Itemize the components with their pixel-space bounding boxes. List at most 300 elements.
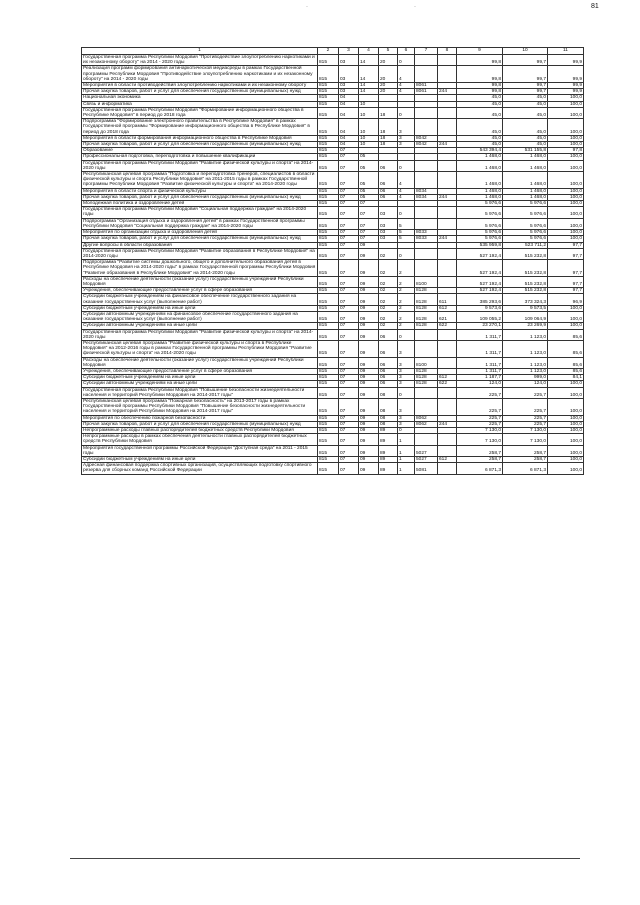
execution-percent-cell: 100,0	[548, 323, 584, 329]
subprogram-cell: 3	[398, 381, 415, 387]
section-cell: 07	[339, 148, 359, 154]
program-cell: 02	[379, 311, 398, 322]
item-name-cell: Государственная программа Республики Мордовия "Социальная поддержка граждан" на 2014-2020 годы	[82, 207, 318, 218]
program-cell: 03	[379, 230, 398, 236]
admin-code-cell: 815	[318, 55, 339, 66]
admin-code-cell: 815	[318, 172, 339, 189]
approved-amount-cell: 1 311,7	[457, 340, 503, 357]
execution-percent-cell: 100,0	[548, 463, 584, 474]
executed-amount-cell: 45,0	[503, 95, 548, 101]
approved-amount-cell: 1 311,7	[457, 329, 503, 340]
program-cell: 06	[379, 375, 398, 381]
item-name-cell: Субсидии бюджетным учреждениям на иные цели	[82, 457, 318, 463]
table-row	[82, 311, 584, 322]
expense-type-cell: 244	[438, 194, 457, 200]
section-cell: 07	[339, 160, 359, 171]
admin-code-cell: 815	[318, 323, 339, 329]
section-cell: 07	[339, 236, 359, 242]
subprogram-cell: 2	[398, 305, 415, 311]
expense-type-cell	[438, 207, 457, 218]
subprogram-cell: 3	[398, 135, 415, 141]
item-name-cell: Республиканская целевая программа "Подготовка и переподготовка тренеров, специалистов в области физической культуры и спорта Республики Мордовия" на 2011-2015 годы в рамках Государственной программы Республики Мордовия "Развитие физической культуры и спорта" на 2014-2020 годы	[82, 172, 318, 189]
item-name-cell: Прочая закупка товаров, работ и услуг для обеспечения государственных (муниципальных) нужд	[82, 142, 318, 148]
execution-percent-cell: 99,9	[548, 89, 584, 95]
executed-amount-cell: 1 123,0	[503, 357, 548, 368]
program-cell: 06	[379, 368, 398, 374]
executed-amount-cell: 523 711,2	[503, 242, 548, 248]
column-header: 9	[457, 48, 503, 55]
item-name-cell: Связь и информатика	[82, 101, 318, 107]
executed-amount-cell: 258,7	[503, 457, 548, 463]
expense-type-cell: 621	[438, 311, 457, 322]
direction-cell	[415, 340, 438, 357]
item-name-cell: Прочая закупка товаров, работ и услуг для обеспечения государственных (муниципальных) нужд	[82, 236, 318, 242]
program-cell: 06	[379, 381, 398, 387]
executed-amount-cell: 225,7	[503, 415, 548, 421]
subsection-cell: 09	[359, 421, 379, 427]
item-name-cell: Образование	[82, 148, 318, 154]
section-cell: 04	[339, 101, 359, 107]
item-name-cell: Прочая закупка товаров, работ и услуг для обеспечения государственных (муниципальных) нужд	[82, 194, 318, 200]
admin-code-cell: 815	[318, 95, 339, 101]
execution-percent-cell: 97,8	[548, 148, 584, 154]
subsection-cell: 09	[359, 387, 379, 398]
section-cell: 03	[339, 66, 359, 83]
subsection-cell: 05	[359, 188, 379, 194]
execution-percent-cell: 100,0	[548, 207, 584, 218]
section-cell: 07	[339, 248, 359, 259]
subprogram-cell: 1	[398, 457, 415, 463]
direction-cell: 5027	[415, 457, 438, 463]
program-cell: 20	[379, 66, 398, 83]
execution-percent-cell: 100,0	[548, 236, 584, 242]
admin-code-cell: 815	[318, 381, 339, 387]
expense-type-cell	[438, 248, 457, 259]
subprogram-cell: 5	[398, 218, 415, 229]
direction-cell	[415, 55, 438, 66]
execution-percent-cell: 97,7	[548, 276, 584, 287]
program-cell: 06	[379, 340, 398, 357]
executed-amount-cell: 258,7	[503, 445, 548, 456]
execution-percent-cell: 99,9	[548, 66, 584, 83]
item-name-cell: Молодежная политика и оздоровление детей	[82, 201, 318, 207]
item-name-cell: Реализация программ формирования антинаркотической медиасреды в рамках Государственной программы Республики Мордовия "Противодействие злоупотреблению наркотиками и их незаконному обороту" на 2014 - 2020 годы	[82, 66, 318, 83]
execution-percent-cell: 100,0	[548, 398, 584, 415]
execution-percent-cell: 100,0	[548, 445, 584, 456]
executed-amount-cell: 99,7	[503, 55, 548, 66]
subsection-cell: 09	[359, 288, 379, 294]
subsection-cell: 05	[359, 172, 379, 189]
executed-amount-cell: 6 871,3	[503, 463, 548, 474]
admin-code-cell: 815	[318, 398, 339, 415]
execution-percent-cell: 100,0	[548, 305, 584, 311]
subsection-cell: 09	[359, 434, 379, 445]
direction-cell: 8128	[415, 368, 438, 374]
subsection-cell: 09	[359, 375, 379, 381]
execution-percent-cell: 100,0	[548, 95, 584, 101]
item-name-cell: Мероприятия государственной программы Российской Федерации "Доступная среда" на 2011 - 2015 годы	[82, 445, 318, 456]
subprogram-cell: 4	[398, 89, 415, 95]
direction-cell: 8128	[415, 311, 438, 322]
subsection-cell: 07	[359, 230, 379, 236]
section-cell: 03	[339, 89, 359, 95]
section-cell: 07	[339, 188, 359, 194]
subprogram-cell: 3	[398, 340, 415, 357]
approved-amount-cell: 1 468,0	[457, 194, 503, 200]
item-name-cell: Расходы на обеспечение деятельности (оказание услуг) государственных учреждений Республики Мордовия	[82, 357, 318, 368]
program-cell: 08	[379, 421, 398, 427]
executed-amount-cell: 225,7	[503, 387, 548, 398]
approved-amount-cell: 527 192,4	[457, 248, 503, 259]
section-cell: 07	[339, 194, 359, 200]
executed-amount-cell: 7 130,0	[503, 434, 548, 445]
subprogram-cell: 3	[398, 375, 415, 381]
section-cell: 07	[339, 368, 359, 374]
direction-cell	[415, 387, 438, 398]
subprogram-cell: 2	[398, 276, 415, 287]
subsection-cell: 09	[359, 242, 379, 248]
direction-cell: 5081	[415, 463, 438, 474]
table-row	[82, 260, 584, 277]
program-cell: 02	[379, 294, 398, 305]
admin-code-cell: 815	[318, 142, 339, 148]
admin-code-cell: 815	[318, 294, 339, 305]
executed-amount-cell: 99,7	[503, 89, 548, 95]
execution-percent-cell: 100,0	[548, 119, 584, 136]
subprogram-cell: 3	[398, 142, 415, 148]
executed-amount-cell: 5 976,6	[503, 201, 548, 207]
approved-amount-cell: 45,0	[457, 95, 503, 101]
subsection-cell: 14	[359, 83, 379, 89]
expense-type-cell	[438, 387, 457, 398]
direction-cell: 8100	[415, 276, 438, 287]
subsection-cell: 05	[359, 160, 379, 171]
column-header: 6	[398, 48, 415, 55]
approved-amount-cell: 258,7	[457, 445, 503, 456]
approved-amount-cell: 1 468,0	[457, 172, 503, 189]
approved-amount-cell: 1 311,7	[457, 368, 503, 374]
expense-type-cell: 612	[438, 457, 457, 463]
admin-code-cell: 815	[318, 135, 339, 141]
subsection-cell: 07	[359, 201, 379, 207]
section-cell: 07	[339, 218, 359, 229]
execution-percent-cell: 100,0	[548, 218, 584, 229]
item-name-cell: Республиканская целевая программа "Развитие физической культуры и спорта в Республике Мордовия" на 2012-2016 годы в рамках Государственной программы Республики Мордовия "Развитие физической культуры и спорта" на 2014-2020 годы	[82, 340, 318, 357]
approved-amount-cell: 99,8	[457, 89, 503, 95]
execution-percent-cell: 100,0	[548, 415, 584, 421]
subsection-cell: 09	[359, 305, 379, 311]
approved-amount-cell: 5 976,6	[457, 230, 503, 236]
program-cell: 06	[379, 188, 398, 194]
expense-type-cell	[438, 434, 457, 445]
admin-code-cell: 815	[318, 119, 339, 136]
section-cell: 07	[339, 288, 359, 294]
program-cell: 02	[379, 305, 398, 311]
execution-percent-cell: 99,9	[548, 55, 584, 66]
approved-amount-cell: 45,0	[457, 119, 503, 136]
subsection-cell: 07	[359, 218, 379, 229]
expense-type-cell: 244	[438, 142, 457, 148]
execution-percent-cell: 100,0	[548, 201, 584, 207]
admin-code-cell: 815	[318, 83, 339, 89]
subprogram-cell: 5	[398, 236, 415, 242]
expense-type-cell	[438, 329, 457, 340]
subprogram-cell: 2	[398, 294, 415, 305]
section-cell: 03	[339, 83, 359, 89]
section-cell: 07	[339, 201, 359, 207]
approved-amount-cell: 225,7	[457, 421, 503, 427]
admin-code-cell: 815	[318, 248, 339, 259]
direction-cell: 8042	[415, 135, 438, 141]
subprogram-cell: 5	[398, 230, 415, 236]
expense-type-cell	[438, 357, 457, 368]
execution-percent-cell: 100,0	[548, 107, 584, 118]
execution-percent-cell: 100,0	[548, 381, 584, 387]
item-name-cell: Субсидии автономным учреждениям на иные цели	[82, 381, 318, 387]
admin-code-cell: 815	[318, 154, 339, 160]
subprogram-cell: 4	[398, 188, 415, 194]
table-row	[82, 248, 584, 259]
executed-amount-cell: 45,0	[503, 101, 548, 107]
approved-amount-cell: 225,7	[457, 398, 503, 415]
subprogram-cell: 1	[398, 434, 415, 445]
subsection-cell: 10	[359, 135, 379, 141]
executed-amount-cell: 99,7	[503, 66, 548, 83]
section-cell: 07	[339, 207, 359, 218]
program-cell: 20	[379, 55, 398, 66]
direction-cell: 8128	[415, 323, 438, 329]
table-row	[82, 463, 584, 474]
executed-amount-cell: 1 468,0	[503, 154, 548, 160]
subprogram-cell: 2	[398, 323, 415, 329]
program-cell: 02	[379, 288, 398, 294]
execution-percent-cell: 84,1	[548, 375, 584, 381]
program-cell: 06	[379, 172, 398, 189]
expense-type-cell: 622	[438, 381, 457, 387]
table-row	[82, 445, 584, 456]
subprogram-cell: 3	[398, 421, 415, 427]
direction-cell: 8128	[415, 305, 438, 311]
section-cell: 04	[339, 119, 359, 136]
admin-code-cell: 815	[318, 66, 339, 83]
executed-amount-cell: 45,0	[503, 142, 548, 148]
approved-amount-cell: 5 976,6	[457, 218, 503, 229]
approved-amount-cell: 7 130,0	[457, 428, 503, 434]
approved-amount-cell: 543 394,4	[457, 148, 503, 154]
approved-amount-cell: 5 976,6	[457, 207, 503, 218]
subsection-cell: 09	[359, 445, 379, 456]
executed-amount-cell: 23 269,9	[503, 323, 548, 329]
approved-amount-cell: 527 192,4	[457, 276, 503, 287]
admin-code-cell: 815	[318, 242, 339, 248]
section-cell: 04	[339, 107, 359, 118]
item-name-cell: Национальная экономика	[82, 95, 318, 101]
executed-amount-cell: 1 123,0	[503, 368, 548, 374]
subsection-cell: 07	[359, 236, 379, 242]
approved-amount-cell: 45,0	[457, 142, 503, 148]
column-header: 10	[503, 48, 548, 55]
execution-percent-cell: 85,6	[548, 329, 584, 340]
executed-amount-cell: 45,0	[503, 107, 548, 118]
admin-code-cell: 815	[318, 311, 339, 322]
item-name-cell: Прочая закупка товаров, работ и услуг для обеспечения государственных (муниципальных) нужд	[82, 421, 318, 427]
item-name-cell: Подпрограмма "Развитие системы дошкольного, общего и дополнительного образования детей в Республике Мордовия на 2014-2020 годы" в рамках Государственной программы Республики Мордовия "Развитие образования в Республике Мордовия" на 2014-2020 годы	[82, 260, 318, 277]
expense-type-cell: 244	[438, 421, 457, 427]
subsection-cell: 14	[359, 66, 379, 83]
scan-mark: ·	[414, 4, 416, 10]
program-cell: 89	[379, 445, 398, 456]
program-cell: 20	[379, 89, 398, 95]
direction-cell: 8100	[415, 357, 438, 368]
section-cell: 04	[339, 95, 359, 101]
approved-amount-cell: 1 187,7	[457, 375, 503, 381]
program-cell: 02	[379, 323, 398, 329]
item-name-cell: Расходы на обеспечение деятельности (оказание услуг) государственных учреждений Республики Мордовия	[82, 276, 318, 287]
execution-percent-cell: 100,0	[548, 434, 584, 445]
program-cell: 02	[379, 248, 398, 259]
item-name-cell: Субсидии автономным учреждениям на иные цели	[82, 323, 318, 329]
execution-percent-cell: 96,9	[548, 294, 584, 305]
executed-amount-cell: 124,0	[503, 381, 548, 387]
admin-code-cell: 815	[318, 329, 339, 340]
direction-cell	[415, 218, 438, 229]
section-cell: 07	[339, 260, 359, 277]
subsection-cell: 09	[359, 463, 379, 474]
subsection-cell: 05	[359, 194, 379, 200]
item-name-cell: Непрограммные расходы в рамках обеспечения деятельности главных распорядителей бюджетных средств Республики Мордовия	[82, 434, 318, 445]
approved-amount-cell: 9 573,6	[457, 305, 503, 311]
direction-cell: 8128	[415, 381, 438, 387]
approved-amount-cell: 7 130,0	[457, 434, 503, 445]
subprogram-cell: 3	[398, 415, 415, 421]
section-cell: 07	[339, 172, 359, 189]
execution-percent-cell: 85,6	[548, 357, 584, 368]
item-name-cell: Другие вопросы в области образования	[82, 242, 318, 248]
execution-percent-cell: 100,0	[548, 160, 584, 171]
item-name-cell: Государственная программа Республики Мордовия "Формирование информационного общества в Республике Мордовия" в период до 2018 года	[82, 107, 318, 118]
table-row	[82, 329, 584, 340]
admin-code-cell: 815	[318, 415, 339, 421]
section-cell: 07	[339, 340, 359, 357]
item-name-cell: Мероприятия по обеспечению пожарной безопасности	[82, 415, 318, 421]
direction-cell	[415, 398, 438, 415]
expense-type-cell: 244	[438, 89, 457, 95]
admin-code-cell: 815	[318, 260, 339, 277]
approved-amount-cell: 527 192,4	[457, 260, 503, 277]
executed-amount-cell: 5 976,6	[503, 230, 548, 236]
execution-percent-cell: 97,7	[548, 248, 584, 259]
item-name-cell: Субсидии автономным учреждениям на финансовое обеспечение государственного задания на оказание государственных услуг (выполнение работ)	[82, 311, 318, 322]
direction-cell	[415, 107, 438, 118]
execution-percent-cell: 100,0	[548, 154, 584, 160]
executed-amount-cell: 1 468,0	[503, 172, 548, 189]
item-name-cell: Субсидии бюджетным учреждениям на финансовое обеспечение государственного задания на оказание государственных услуг (выполнение работ)	[82, 294, 318, 305]
expense-type-cell	[438, 276, 457, 287]
subsection-cell: 09	[359, 260, 379, 277]
expense-type-cell	[438, 445, 457, 456]
footer-rule	[70, 858, 580, 859]
program-cell: 18	[379, 119, 398, 136]
approved-amount-cell: 1 468,0	[457, 188, 503, 194]
subsection-cell: 05	[359, 154, 379, 160]
item-name-cell: Адресная финансовая поддержка спортивных организаций, осуществляющих подготовку спортивного резерва для сборных команд Российской Федерации	[82, 463, 318, 474]
subsection-cell: 10	[359, 142, 379, 148]
subsection-cell: 09	[359, 311, 379, 322]
executed-amount-cell: 7 130,0	[503, 428, 548, 434]
executed-amount-cell: 373 324,3	[503, 294, 548, 305]
table-row	[82, 218, 584, 229]
expense-type-cell: 612	[438, 375, 457, 381]
admin-code-cell: 815	[318, 236, 339, 242]
direction-cell: 8062	[415, 415, 438, 421]
admin-code-cell: 815	[318, 101, 339, 107]
admin-code-cell: 815	[318, 434, 339, 445]
expense-type-cell	[438, 218, 457, 229]
approved-amount-cell: 527 192,4	[457, 288, 503, 294]
direction-cell	[415, 160, 438, 171]
subprogram-cell: 4	[398, 172, 415, 189]
executed-amount-cell: 515 232,8	[503, 288, 548, 294]
admin-code-cell: 815	[318, 288, 339, 294]
admin-code-cell: 815	[318, 218, 339, 229]
admin-code-cell: 815	[318, 230, 339, 236]
admin-code-cell: 815	[318, 463, 339, 474]
admin-code-cell: 815	[318, 201, 339, 207]
execution-percent-cell: 85,6	[548, 368, 584, 374]
subprogram-cell: 1	[398, 463, 415, 474]
executed-amount-cell: 45,0	[503, 119, 548, 136]
section-cell: 07	[339, 387, 359, 398]
direction-cell	[415, 260, 438, 277]
approved-amount-cell: 1 311,7	[457, 357, 503, 368]
program-cell: 08	[379, 415, 398, 421]
subprogram-cell: 4	[398, 194, 415, 200]
executed-amount-cell: 531 155,8	[503, 148, 548, 154]
column-header: 11	[548, 48, 584, 55]
execution-percent-cell: 100,0	[548, 142, 584, 148]
executed-amount-cell: 1 468,0	[503, 160, 548, 171]
table-row	[82, 387, 584, 398]
expense-type-cell	[438, 463, 457, 474]
approved-amount-cell: 225,7	[457, 415, 503, 421]
direction-cell: 8033	[415, 236, 438, 242]
executed-amount-cell: 225,7	[503, 421, 548, 427]
section-cell: 07	[339, 154, 359, 160]
direction-cell: 5027	[415, 445, 438, 456]
item-name-cell: Подпрограмма "Формирование электронного правительства в Республике Мордовия" в рамках Государственной программы "Формирование информационного общества в Республике Мордовия" в период до 2018 года	[82, 119, 318, 136]
subprogram-cell: 3	[398, 398, 415, 415]
subprogram-cell: 2	[398, 288, 415, 294]
subsection-cell: 09	[359, 368, 379, 374]
executed-amount-cell: 1 468,0	[503, 194, 548, 200]
execution-percent-cell: 100,0	[548, 311, 584, 322]
admin-code-cell: 815	[318, 421, 339, 427]
execution-percent-cell: 100,0	[548, 135, 584, 141]
execution-percent-cell: 100,0	[548, 457, 584, 463]
item-name-cell: Государственная программа Республики Мордовия "Развитие физической культуры и спорта" на 2014-2020 годы	[82, 160, 318, 171]
section-cell: 07	[339, 434, 359, 445]
direction-cell: 8061	[415, 83, 438, 89]
item-name-cell: Республиканская целевая программа "Пожарная безопасность" на 2013-2017 годы в рамках Государственной программы Республики Мордовия "Повышение безопасности жизнедеятельности населения и территорий Республики Мордовия на 2014-2017 годы"	[82, 398, 318, 415]
admin-code-cell: 815	[318, 340, 339, 357]
execution-percent-cell: 97,7	[548, 260, 584, 277]
expense-type-cell	[438, 398, 457, 415]
section-cell: 07	[339, 305, 359, 311]
program-cell: 06	[379, 160, 398, 171]
direction-cell: 8034	[415, 194, 438, 200]
admin-code-cell: 815	[318, 457, 339, 463]
admin-code-cell: 815	[318, 368, 339, 374]
